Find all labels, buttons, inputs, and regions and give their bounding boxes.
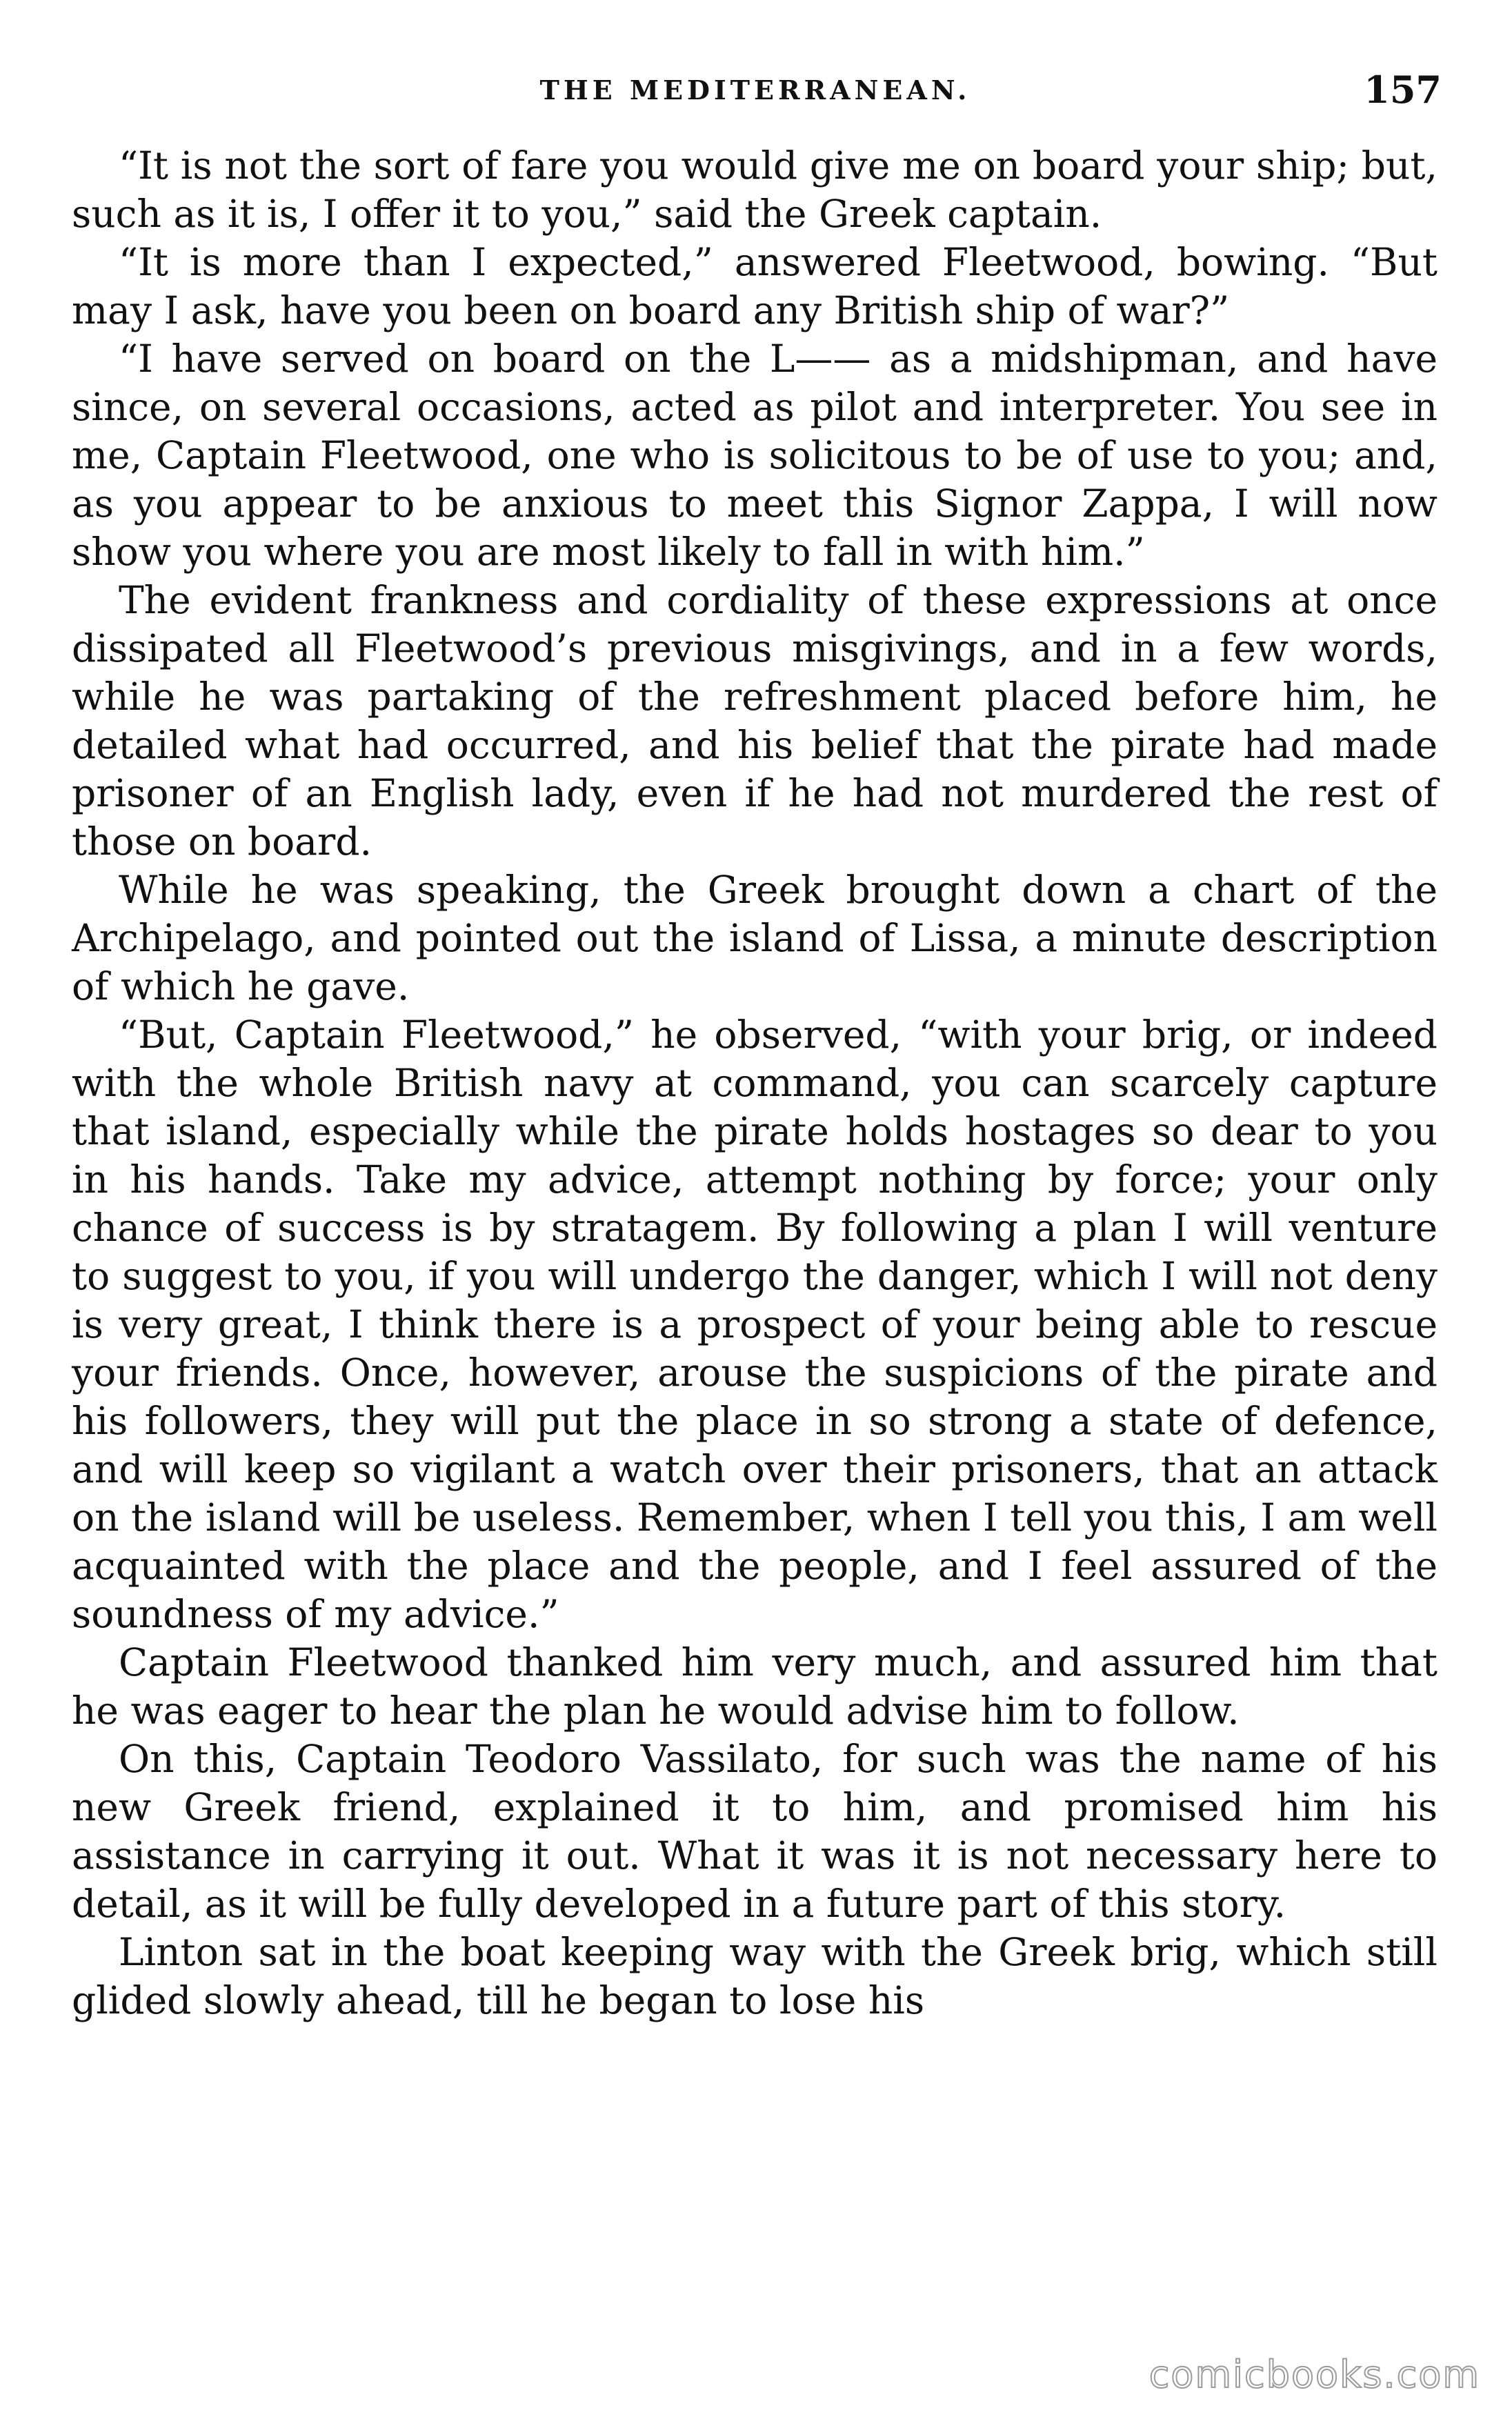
body-text <box>72 141 1438 2024</box>
paragraph-5: While he was speaking, the Greek brought down a chart of the Archipelago, and pointed out the island of Lissa, a minute description of which he gave. <box>72 868 1438 1008</box>
paragraph-9: Linton sat in the boat keeping way with the Greek brig, which still glided slowly ahead, till he began to lose his <box>72 1930 1438 2022</box>
paragraph-7: Captain Fleetwood thanked him very much, and assured him that he was eager to hear the plan he would advise him to follow. <box>72 1640 1438 1733</box>
paragraph-8: On this, Captain Teodoro Vassilato, for such was the name of his new Greek friend, explained it to him, and promised him his assistance in carrying it out. What it was it is not necessary here to detail, as it will be fully developed in a future part of this story. <box>72 1737 1438 1926</box>
running-head <box>69 68 1442 130</box>
paragraph-3: “I have served on board on the L—— as a midshipman, and have since, on several occasions, acted as pilot and interpreter. You see in me, Captain Fleetwood, one who is solicitous to be of use to you; and, as you appear to be anxious to meet this Signor Zappa, I will now show you where you are most likely to fall in with him.” <box>72 337 1438 574</box>
paragraph-1: “It is not the sort of fare you would give me on board your ship; but, such as it is, I offer it to you,” said the Greek captain. <box>72 143 1438 236</box>
paragraph-6: “But, Captain Fleetwood,” he observed, “with your brig, or indeed with the whole British navy at command, you can scarcely capture that island, especially while the pirate holds hostages so dear to you in his hands. Take my advice, attempt nothing by force; your only chance of success is by stratagem. By following a plan I will venture to suggest to you, if you will undergo the danger, which I will not deny is very great, I think there is a prospect of your being able to rescue your friends. Once, however, arouse the suspicions of the pirate and his followers, they will put the place in so strong a state of defence, and will keep so vigilant a watch over their prisoners, that an attack on the island will be useless. Remember, when I tell you this, I am well acquainted with the place and the people, and I feel assured of the soundness of my advice.” <box>72 1013 1438 1636</box>
running-title: THE MEDITERRANEAN. <box>539 74 971 106</box>
paragraph-4: The evident frankness and cordiality of these expressions at once dissipated all Fleetwood’s previous misgivings, and in a few words, while he was partaking of the refreshment placed before him, he detailed what had occurred, and his belief that the pirate had made prisoner of an English lady, even if he had not murdered the rest of those on board. <box>72 578 1438 864</box>
page-number: 157 <box>1364 68 1442 112</box>
paragraph-2: “It is more than I expected,” answered Fleetwood, bowing. “But may I ask, have you been on board any British ship of war?” <box>72 240 1438 332</box>
watermark: comicbooks.com <box>1148 2353 1480 2396</box>
